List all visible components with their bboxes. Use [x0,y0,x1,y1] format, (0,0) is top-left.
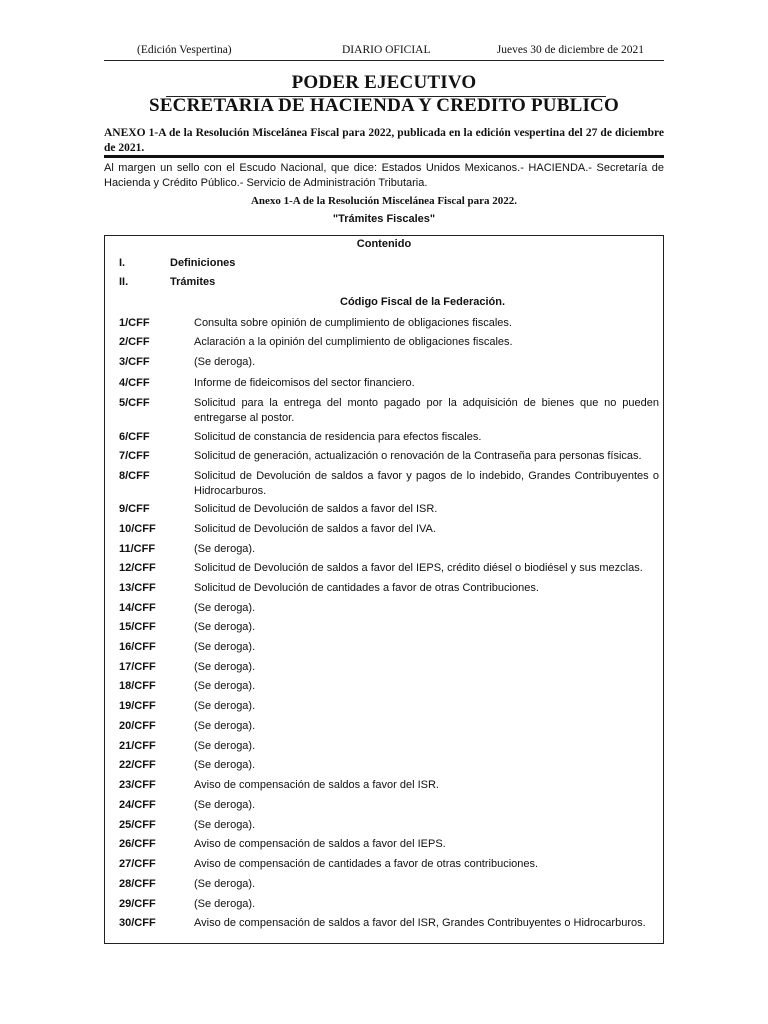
procedure-code: 3/CFF [119,356,150,368]
procedure-description: (Se deroga). [194,720,256,732]
section-number: I. [119,257,126,269]
code-heading: Código Fiscal de la Federación. [340,296,506,308]
procedure-code: 2/CFF [119,336,150,348]
procedure-code: 21/CFF [119,740,156,752]
procedure-description: Solicitud de Devolución de saldos a favor del IEPS, crédito diésel o biodiésel y sus mezclas. [194,562,643,574]
procedure-code: 15/CFF [119,621,156,633]
procedure-description: (Se deroga). [194,700,256,712]
section-divider [104,155,664,158]
procedure-code: 23/CFF [119,779,156,791]
section-number: II. [119,276,129,288]
procedure-code: 17/CFF [119,661,156,673]
procedure-description: (Se deroga). [194,740,256,752]
procedure-code: 11/CFF [119,543,156,555]
margin-note: Al margen un sello con el Escudo Nacional, que dice: Estados Unidos Mexicanos.- HACIENDA.- Secretaría de Hacienda y Crédito Público.- Servicio de Administración Tributaria. [104,162,664,189]
procedure-description: Solicitud para la entrega del monto pagado por la adquisición de bienes que no pueden entregarse al postor. [194,397,659,424]
procedure-code: 13/CFF [119,582,156,594]
procedure-description: Aviso de compensación de saldos a favor del ISR. [194,779,439,791]
procedure-description: (Se deroga). [194,621,256,633]
procedure-description: Informe de fideicomisos del sector financiero. [194,377,415,389]
edition-label: (Edición Vespertina) [137,44,232,56]
procedure-description: (Se deroga). [194,819,256,831]
procedure-description: Aviso de compensación de saldos a favor del IEPS. [194,838,446,850]
publication-date: Jueves 30 de diciembre de 2021 [496,44,644,56]
annex-intro: ANEXO 1-A de la Resolución Miscelánea Fiscal para 2022, publicada en la edición vespertina del 27 de diciembre de 2021. [104,127,664,154]
procedure-code: 4/CFF [119,377,150,389]
procedure-code: 8/CFF [119,470,150,482]
annex-title: Anexo 1-A de la Resolución Miscelánea Fiscal para 2022. [250,195,518,207]
procedure-code: 10/CFF [119,523,156,535]
procedure-description: Aviso de compensación de saldos a favor del ISR, Grandes Contribuyentes o Hidrocarburos. [194,917,646,929]
procedure-code: 7/CFF [119,450,150,462]
procedure-description: Solicitud de constancia de residencia para efectos fiscales. [194,431,482,443]
procedure-description: (Se deroga). [194,799,256,811]
procedure-code: 24/CFF [119,799,156,811]
procedure-code: 19/CFF [119,700,156,712]
procedure-code: 14/CFF [119,602,156,614]
procedure-code: 12/CFF [119,562,156,574]
contents-heading: Contenido [356,238,412,250]
procedure-code: 29/CFF [119,898,156,910]
procedure-code: 18/CFF [119,680,156,692]
procedure-description: (Se deroga). [194,680,256,692]
procedure-code: 28/CFF [119,878,156,890]
procedure-description: (Se deroga). [194,661,256,673]
procedure-code: 20/CFF [119,720,156,732]
contents-table [104,235,664,944]
annex-subtitle: "Trámites Fiscales" [332,213,436,225]
procedure-code: 30/CFF [119,917,156,929]
procedure-code: 6/CFF [119,431,150,443]
procedure-code: 9/CFF [119,503,150,515]
procedure-description: Consulta sobre opinión de cumplimiento de obligaciones fiscales. [194,317,512,329]
procedure-description: (Se deroga). [194,602,256,614]
procedure-code: 1/CFF [119,317,150,329]
procedure-description: Solicitud de Devolución de saldos a favor del IVA. [194,523,436,535]
procedure-description: Solicitud de Devolución de saldos a favor del ISR. [194,503,438,515]
procedure-description: Solicitud de generación, actualización o renovación de la Contraseña para personas físicas. [194,450,642,462]
procedure-description: Aclaración a la opinión del cumplimiento de obligaciones fiscales. [194,336,513,348]
procedure-code: 26/CFF [119,838,156,850]
procedure-description: (Se deroga). [194,898,256,910]
procedure-description: Aviso de compensación de cantidades a favor de otras contribuciones. [194,858,539,870]
section-label: Definiciones [170,257,236,269]
section-label: Trámites [170,276,216,288]
procedure-code: 5/CFF [119,397,150,409]
procedure-code: 25/CFF [119,819,156,831]
procedure-description: (Se deroga). [194,543,256,555]
ministry-title: SECRETARIA DE HACIENDA Y CREDITO PUBLICO [149,95,619,116]
publication-name: DIARIO OFICIAL [342,44,431,56]
procedure-description: (Se deroga). [194,759,256,771]
header-divider [104,60,664,61]
procedure-description: Solicitud de Devolución de cantidades a favor de otras Contribuciones. [194,582,539,594]
procedure-code: 22/CFF [119,759,156,771]
procedure-code: 16/CFF [119,641,156,653]
branch-title: PODER EJECUTIVO [291,72,477,93]
procedure-code: 27/CFF [119,858,156,870]
procedure-description: (Se deroga). [194,878,256,890]
procedure-description: Solicitud de Devolución de saldos a favor y pagos de lo indebido, Grandes Contribuyentes o Hidrocarburos. [194,470,659,497]
procedure-description: (Se deroga). [194,641,256,653]
procedure-description: (Se deroga). [194,356,256,368]
